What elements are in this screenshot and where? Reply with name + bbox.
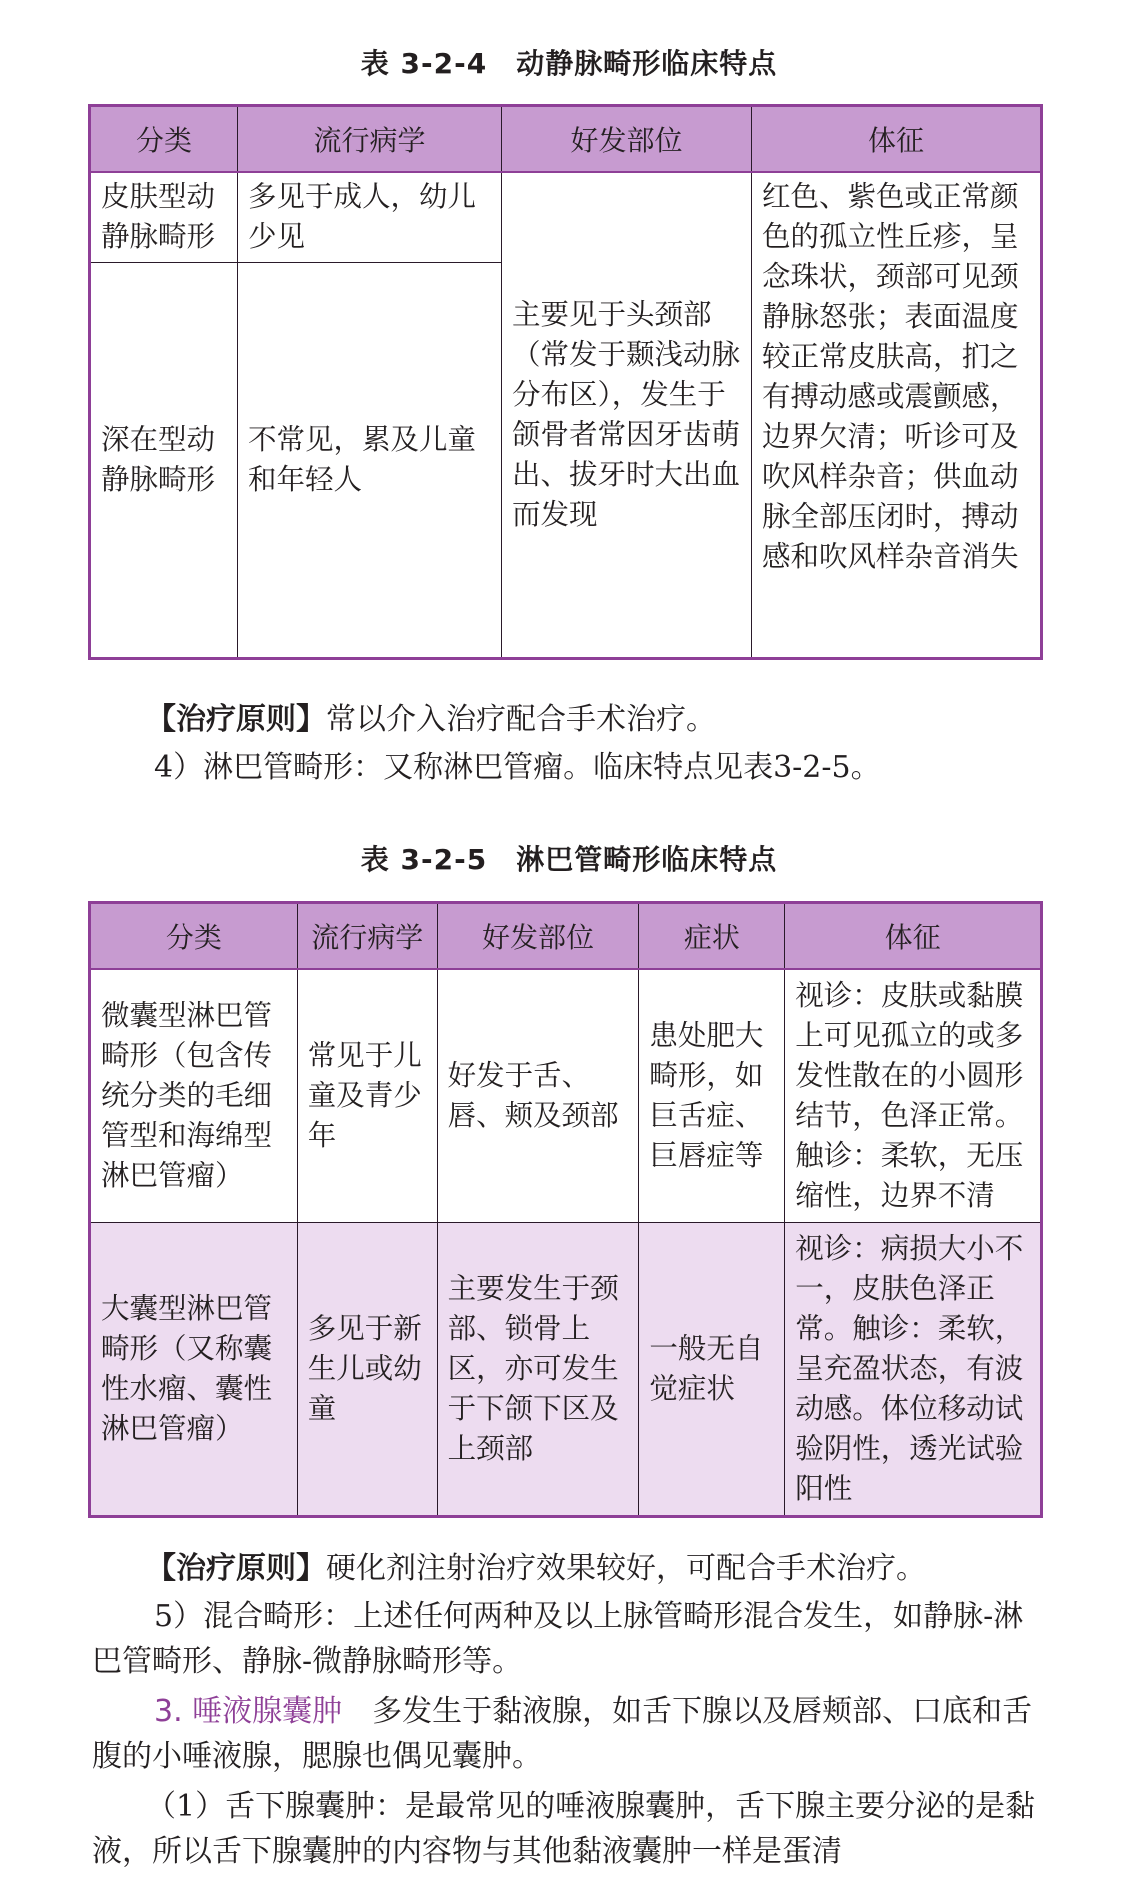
symptom-cell: 患处肥大畸形，如巨舌症、巨唇症等 — [639, 969, 785, 1222]
section-label: 【治疗原则】 — [146, 702, 326, 737]
table-row — [90, 172, 1042, 262]
section-heading: 3. 唾液腺囊肿 — [154, 1694, 343, 1729]
treatment-principle — [92, 1546, 1052, 1591]
paragraph: （1）舌下腺囊肿：是最常见的唾液腺囊肿，舌下腺主要分泌的是黏液，所以舌下腺囊肿的内容物与其他黏液囊肿一样是蛋清 — [92, 1789, 1036, 1869]
col-header: 流行病学 — [238, 106, 502, 173]
col-header: 症状 — [639, 903, 785, 970]
table-row — [90, 969, 1042, 1222]
epidemiology-cell: 不常见，累及儿童和年轻人 — [238, 262, 502, 659]
table-caption: 表 3-2-4 动静脉畸形临床特点 — [360, 47, 778, 80]
table-header-row — [90, 903, 1042, 970]
site-cell: 好发于舌、唇、颊及颈部 — [437, 969, 639, 1222]
paragraph: 4）淋巴管畸形：又称淋巴管瘤。临床特点见表3-2-5。 — [154, 750, 881, 785]
site-cell: 主要见于头颈部（常发于颞浅动脉分布区），发生于颌骨者常因牙齿萌出、拔牙时大出血而发现 — [502, 172, 752, 659]
table-lymphatic — [88, 901, 1043, 1518]
epidemiology-cell: 多见于新生儿或幼童 — [297, 1222, 437, 1516]
paragraph-text: 多发生于黏液腺，如舌下腺以及唇颊部、口底和舌腹的小唾液腺，腮腺也偶见囊肿。 — [92, 1694, 1033, 1774]
category-cell: 深在型动静脉畸形 — [90, 262, 238, 659]
paragraph-text: 硬化剂注射治疗效果较好，可配合手术治疗。 — [326, 1551, 926, 1586]
section-paragraph — [92, 1689, 1052, 1779]
col-header: 体征 — [752, 106, 1042, 173]
col-header: 好发部位 — [437, 903, 639, 970]
category-cell: 微囊型淋巴管畸形（包含传统分类的毛细管型和海绵型淋巴管瘤） — [90, 969, 298, 1222]
table-avm — [88, 104, 1043, 660]
symptom-cell: 一般无自觉症状 — [639, 1222, 785, 1516]
col-header: 流行病学 — [297, 903, 437, 970]
table-header-row — [90, 106, 1042, 173]
category-cell: 皮肤型动静脉畸形 — [90, 172, 238, 262]
paragraph: 5）混合畸形：上述任何两种及以上脉管畸形混合发生，如静脉-淋巴管畸形、静脉-微静脉畸形等。 — [92, 1599, 1024, 1679]
table-row — [90, 1222, 1042, 1516]
site-cell: 主要发生于颈部、锁骨上区，亦可发生于下颌下区及上颈部 — [437, 1222, 639, 1516]
treatment-principle — [92, 697, 1052, 742]
col-header: 分类 — [90, 903, 298, 970]
col-header: 体征 — [785, 903, 1042, 970]
col-header: 分类 — [90, 106, 238, 173]
signs-cell: 红色、紫色或正常颜色的孤立性丘疹，呈念珠状，颈部可见颈静脉怒张；表面温度较正常皮肤高，扪之有搏动感或震颤感，边界欠清；听诊可及吹风样杂音；供血动脉全部压闭时，搏动感和吹风样杂音消失 — [752, 172, 1042, 659]
category-cell: 大囊型淋巴管畸形（又称囊性水瘤、囊性淋巴管瘤） — [90, 1222, 298, 1516]
section-label: 【治疗原则】 — [146, 1551, 326, 1586]
epidemiology-cell: 多见于成人，幼儿少见 — [238, 172, 502, 262]
epidemiology-cell: 常见于儿童及青少年 — [297, 969, 437, 1222]
table-caption: 表 3-2-5 淋巴管畸形临床特点 — [360, 843, 778, 876]
signs-cell: 视诊：病损大小不一，皮肤色泽正常。触诊：柔软，呈充盈状态，有波动感。体位移动试验阴性，透光试验阳性 — [785, 1222, 1042, 1516]
col-header: 好发部位 — [502, 106, 752, 173]
paragraph-text: 常以介入治疗配合手术治疗。 — [326, 702, 716, 737]
signs-cell: 视诊：皮肤或黏膜上可见孤立的或多发性散在的小圆形结节，色泽正常。触诊：柔软，无压缩性，边界不清 — [785, 969, 1042, 1222]
